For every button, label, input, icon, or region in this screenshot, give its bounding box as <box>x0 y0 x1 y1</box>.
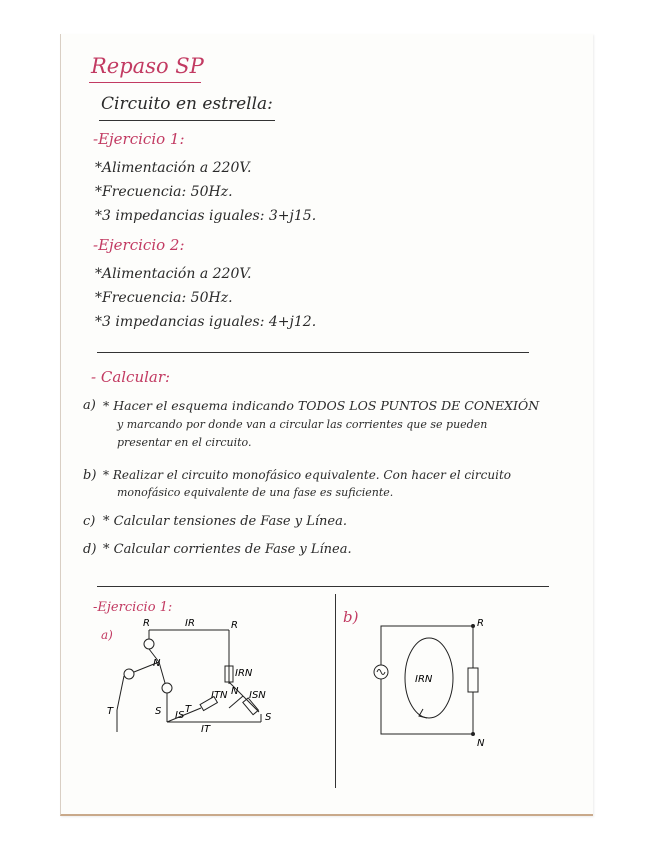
exercise-2-item-3: *3 impedancias iguales: 4+j12. <box>95 314 317 330</box>
task-a-line-2: y marcando por donde van a circular las corrientes que se pueden <box>117 418 488 431</box>
solution-part-a-label: a) <box>101 628 113 642</box>
task-a-letter: a) <box>83 398 96 413</box>
task-b-line-1: * Realizar el circuito monofásico equivalente. Con hacer el circuito <box>103 468 512 482</box>
label-s-right: S <box>265 712 272 723</box>
label-r-right: R <box>231 620 238 631</box>
single-phase-equivalent-diagram <box>357 614 507 754</box>
divider-1 <box>97 352 529 353</box>
exercise-1-item-3: *3 impedancias iguales: 3+j15. <box>95 208 317 224</box>
label-s-mid: S <box>155 706 162 717</box>
divider-2 <box>97 586 549 587</box>
label-r-top: R <box>143 618 150 629</box>
label-irn-loop: IRN <box>415 674 433 685</box>
arrow-head-icon <box>419 709 427 718</box>
label-isn: ISN <box>249 690 266 701</box>
section-subtitle: Circuito en estrella: <box>101 94 273 114</box>
task-b-letter: b) <box>83 468 97 483</box>
subtitle-underline <box>99 120 275 121</box>
label-it: IT <box>201 724 211 734</box>
label-n-right: N <box>231 686 239 697</box>
solution-vertical-divider <box>335 594 336 788</box>
load-impedance <box>468 668 478 692</box>
calc-heading: - Calcular: <box>91 368 171 386</box>
exercise-1-item-2: *Frecuencia: 50Hz. <box>95 184 233 200</box>
page-title: Repaso SP <box>91 54 204 78</box>
label-irn: IRN <box>235 668 253 679</box>
wye-schematic-diagram <box>101 614 331 734</box>
label-ir: IR <box>185 618 195 629</box>
label-itn: ITN <box>211 690 228 701</box>
task-d-line-1: * Calcular corrientes de Fase y Línea. <box>103 542 352 557</box>
exercise-1-heading: -Ejercicio 1: <box>93 130 185 148</box>
exercise-1-item-1: *Alimentación a 220V. <box>95 160 252 176</box>
task-a-line-3: presentar en el circuito. <box>117 436 252 449</box>
task-b-line-2: monofásico equivalente de una fase es suficiente. <box>117 486 394 499</box>
label-n: N <box>477 738 485 749</box>
exercise-2-heading: -Ejercicio 2: <box>93 236 185 254</box>
task-d-letter: d) <box>83 542 97 557</box>
exercise-2-item-1: *Alimentación a 220V. <box>95 266 252 282</box>
source-r-symbol <box>144 639 154 649</box>
task-c-line-1: * Calcular tensiones de Fase y Línea. <box>103 514 347 529</box>
label-t-left: T <box>107 706 114 717</box>
label-n-left: N <box>153 658 161 669</box>
source-t-symbol <box>124 669 134 679</box>
source-s-symbol <box>162 683 172 693</box>
solution-part-b-label: b) <box>343 608 359 626</box>
label-is: IS <box>175 710 185 721</box>
task-a-line-1: * Hacer el esquema indicando TODOS LOS PUNTOS DE CONEXIÓN <box>103 398 540 413</box>
notebook-page <box>60 34 593 816</box>
exercise-2-item-2: *Frecuencia: 50Hz. <box>95 290 233 306</box>
solution-heading: -Ejercicio 1: <box>93 600 173 615</box>
title-underline <box>89 82 201 83</box>
task-c-letter: c) <box>83 514 96 529</box>
label-r: R <box>477 618 484 629</box>
label-t-mid: T <box>185 704 192 715</box>
